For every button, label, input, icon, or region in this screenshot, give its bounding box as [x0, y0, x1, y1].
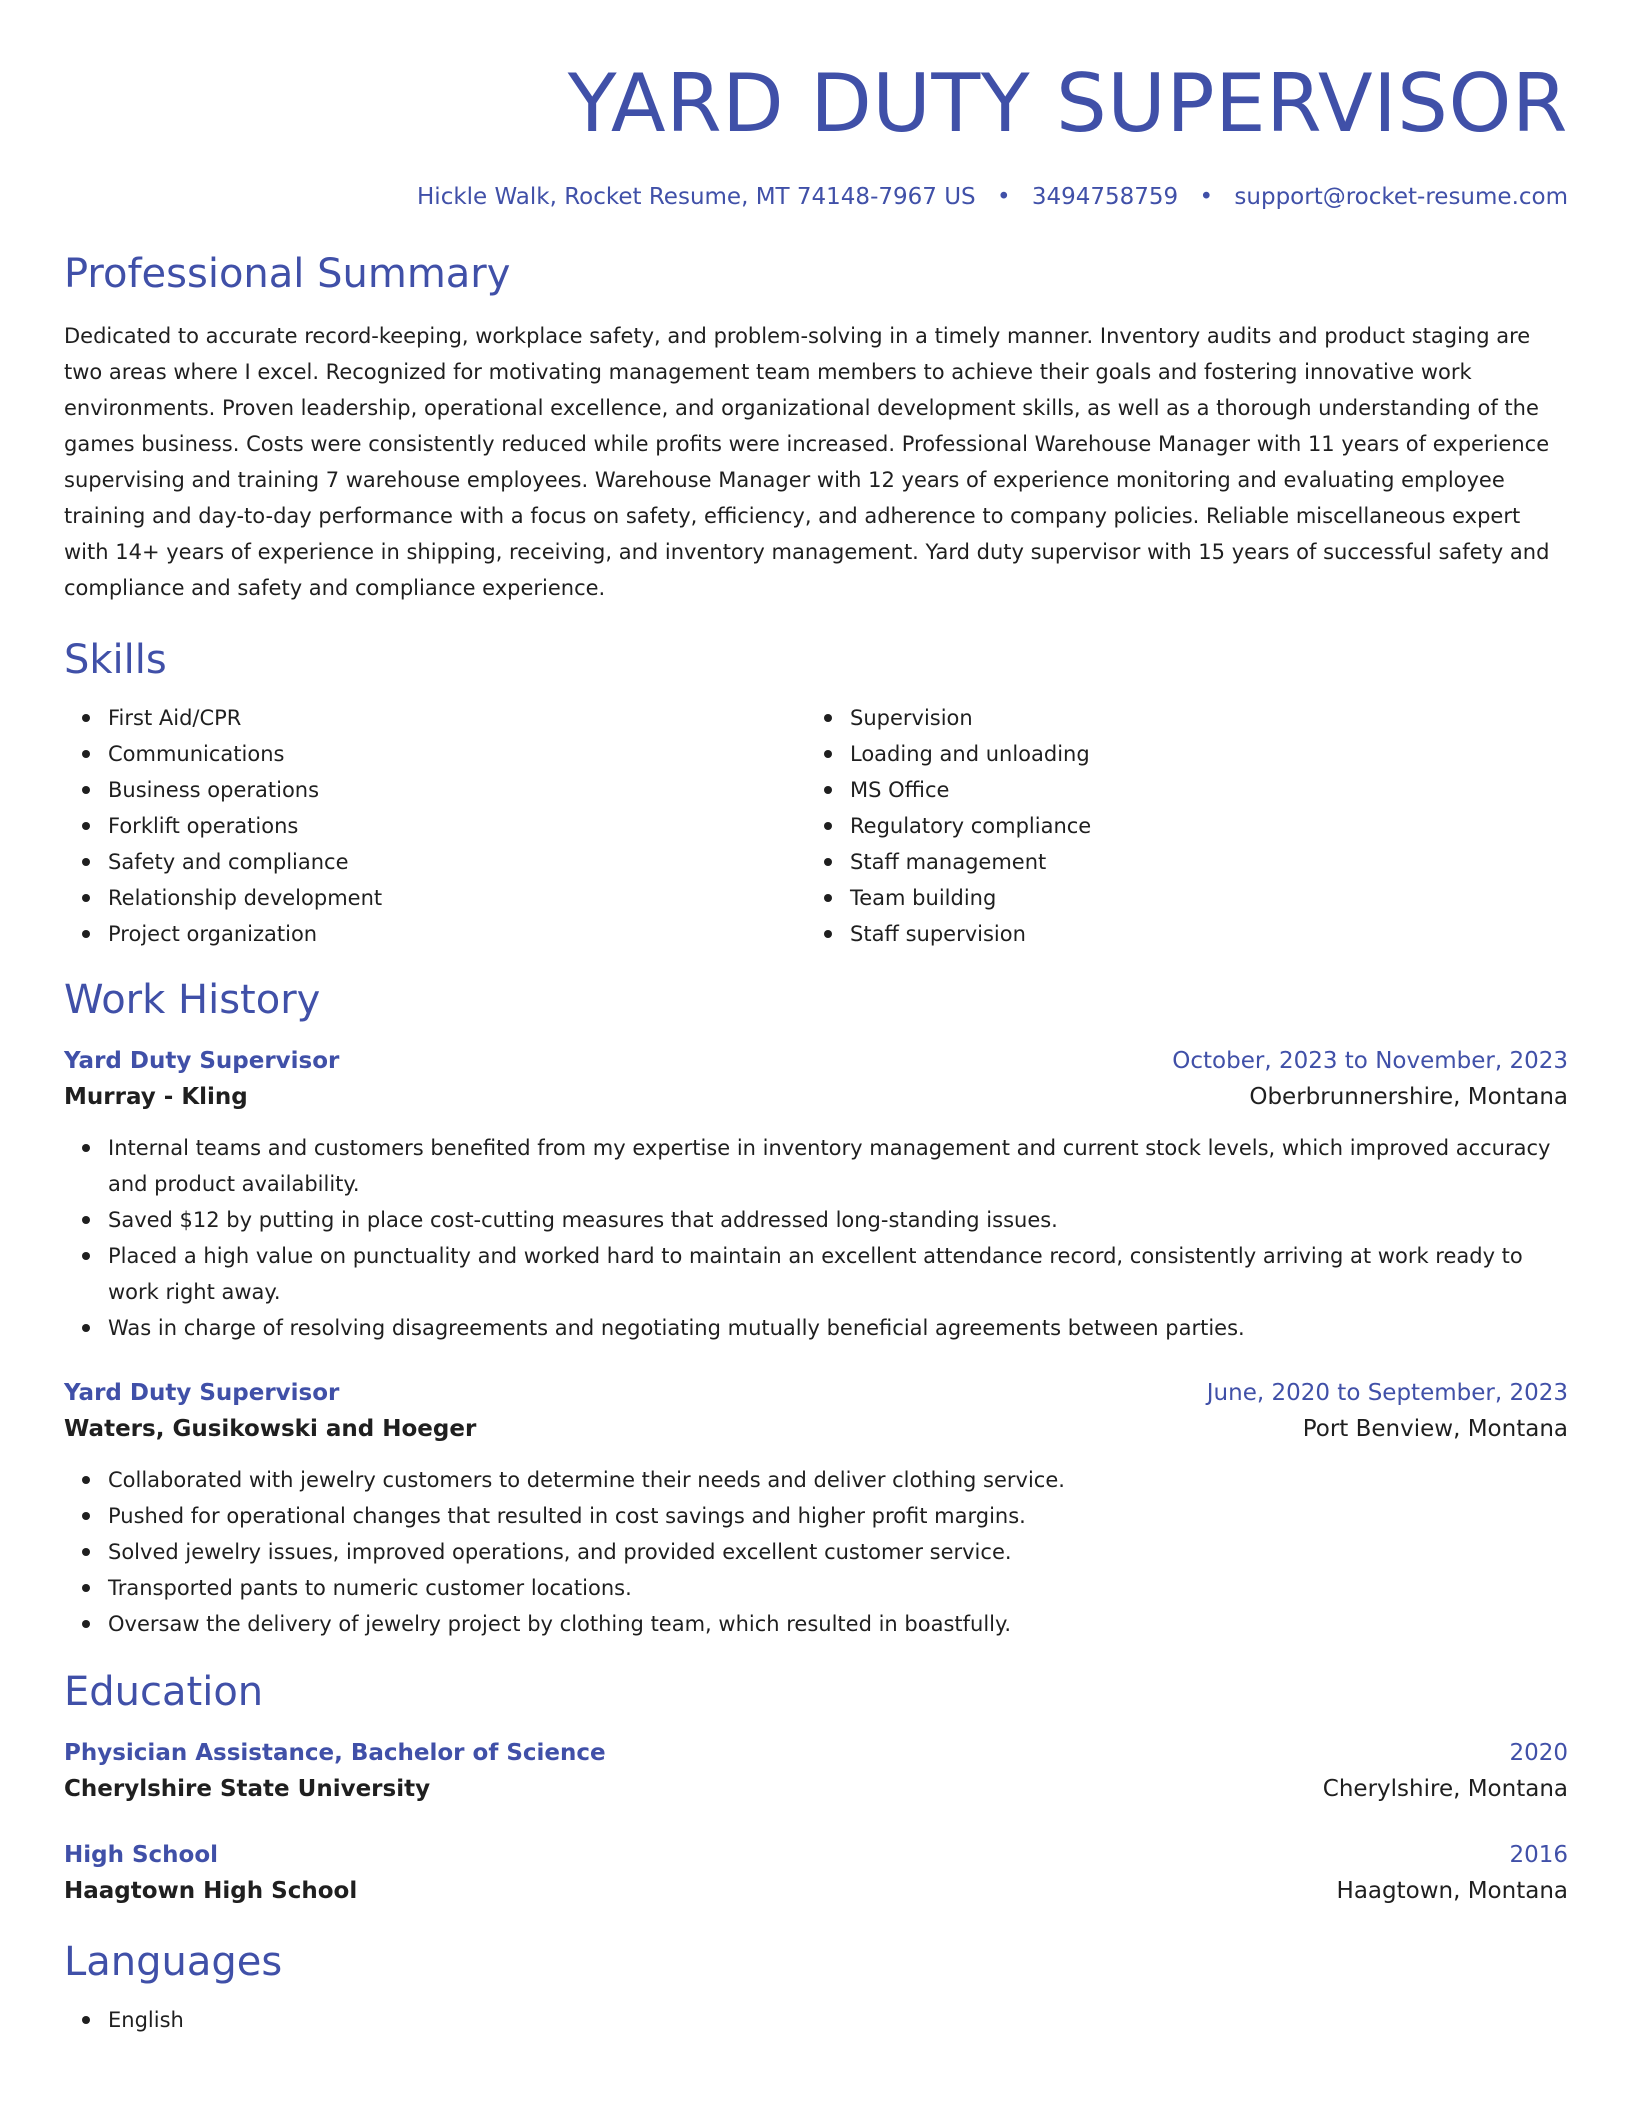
- job-header-row: [64, 1376, 1568, 1410]
- skill-item: MS Office: [850, 772, 1548, 808]
- skill-item: Project organization: [108, 916, 806, 952]
- candidate-name: YARD DUTY SUPERVISOR: [567, 57, 1568, 150]
- skill-item: Staff supervision: [850, 916, 1548, 952]
- skills-grid: [64, 700, 1568, 952]
- education-location: Cherylshire, Montana: [1322, 1776, 1568, 1802]
- education-header-row: [64, 1838, 1568, 1872]
- education-location: Haagtown, Montana: [1336, 1878, 1568, 1904]
- education-degree: High School: [64, 1842, 219, 1868]
- language-item: English: [108, 2002, 1568, 2038]
- summary-text: Dedicated to accurate record-keeping, workplace safety, and problem-solving in a timely manner. Inventory audits and product staging are two areas where I excel. Recognized for motivating management team members to achieve their goals and fostering innovative work environments. Proven leadership, operational excellence, and organizational development skills, as well as a thorough understanding of the games business. Costs were consistently reduced while profits were increased. Professional Warehouse Manager with 11 years of experience supervising and training 7 warehouse employees. Warehouse Manager with 12 years of experience monitoring and evaluating employee training and day-to-day performance with a focus on safety, efficiency, and adherence to company policies. Reliable miscellaneous expert with 14+ years of experience in shipping, receiving, and inventory management. Yard duty supervisor with 15 years of successful safety and compliance and safety and compliance experience.: [64, 324, 1550, 600]
- education-heading: Education: [64, 1669, 264, 1715]
- education-school-row: [64, 1872, 1568, 1910]
- job-location: Port Benview, Montana: [1302, 1416, 1568, 1442]
- skill-item: First Aid/CPR: [108, 700, 806, 736]
- education-header-row: [64, 1736, 1568, 1770]
- job-dates: October, 2023 to November, 2023: [1172, 1048, 1568, 1074]
- job-bullet: Pushed for operational changes that resulted in cost savings and higher profit margins.: [108, 1498, 1568, 1534]
- skill-item: Team building: [850, 880, 1548, 916]
- job-location: Oberbrunnershire, Montana: [1249, 1084, 1568, 1110]
- education-year: 2020: [1509, 1740, 1568, 1766]
- job-bullet: Transported pants to numeric customer locations.: [108, 1570, 1568, 1606]
- job-bullets: [64, 1462, 1568, 1642]
- job-company: Waters, Gusikowski and Hoeger: [64, 1416, 477, 1442]
- job-title: Yard Duty Supervisor: [64, 1380, 340, 1406]
- skill-item: Staff management: [850, 844, 1548, 880]
- skill-item: Regulatory compliance: [850, 808, 1548, 844]
- contact-line: [64, 182, 1568, 212]
- job-company-row: [64, 1078, 1568, 1116]
- summary-heading: Professional Summary: [64, 251, 511, 297]
- education-degree: Physician Assistance, Bachelor of Science: [64, 1740, 606, 1766]
- education-year: 2016: [1509, 1842, 1568, 1868]
- skills-column-left: [64, 700, 806, 952]
- education-school: Cherylshire State University: [64, 1776, 431, 1802]
- contact-email[interactable]: support@rocket-resume.com: [1234, 184, 1568, 210]
- contact-phone[interactable]: 3494758759: [1031, 184, 1179, 210]
- skill-item: Relationship development: [108, 880, 806, 916]
- education-school-row: [64, 1770, 1568, 1808]
- job-bullets: [64, 1130, 1568, 1346]
- languages-list: [64, 2002, 1568, 2038]
- job-header-row: [64, 1044, 1568, 1078]
- job-company-row: [64, 1410, 1568, 1448]
- work-history-heading: Work History: [64, 977, 321, 1023]
- job-bullet: Internal teams and customers benefited from my expertise in inventory management and current stock levels, which improved accuracy and product availability.: [108, 1130, 1568, 1202]
- job-bullet: Was in charge of resolving disagreements and negotiating mutually beneficial agreements between parties.: [108, 1310, 1568, 1346]
- job-entry: [64, 1044, 1568, 1346]
- job-company: Murray - Kling: [64, 1084, 248, 1110]
- education-school: Haagtown High School: [64, 1878, 358, 1904]
- skill-item: Forklift operations: [108, 808, 806, 844]
- job-bullet: Collaborated with jewelry customers to determine their needs and deliver clothing service.: [108, 1462, 1568, 1498]
- job-entry: [64, 1376, 1568, 1642]
- job-title: Yard Duty Supervisor: [64, 1048, 340, 1074]
- contact-separator: •: [996, 184, 1011, 210]
- job-bullet: Placed a high value on punctuality and worked hard to maintain an excellent attendance record, consistently arriving at work ready to work right away.: [108, 1238, 1568, 1310]
- skill-item: Safety and compliance: [108, 844, 806, 880]
- skills-heading: Skills: [64, 637, 167, 683]
- contact-address: Hickle Walk, Rocket Resume, MT 74148-7967 US: [417, 184, 976, 210]
- languages-heading: Languages: [64, 1939, 283, 1985]
- job-bullet: Saved $12 by putting in place cost-cutting measures that addressed long-standing issues.: [108, 1202, 1568, 1238]
- job-bullet: Oversaw the delivery of jewelry project by clothing team, which resulted in boastfully.: [108, 1606, 1568, 1642]
- contact-separator: •: [1199, 184, 1214, 210]
- job-bullet: Solved jewelry issues, improved operations, and provided excellent customer service.: [108, 1534, 1568, 1570]
- job-dates: June, 2020 to September, 2023: [1206, 1380, 1568, 1406]
- skill-item: Loading and unloading: [850, 736, 1548, 772]
- skills-column-right: [806, 700, 1548, 952]
- education-entry: [64, 1838, 1568, 1910]
- skill-item: Communications: [108, 736, 806, 772]
- education-entry: [64, 1736, 1568, 1808]
- skill-item: Supervision: [850, 700, 1548, 736]
- skill-item: Business operations: [108, 772, 806, 808]
